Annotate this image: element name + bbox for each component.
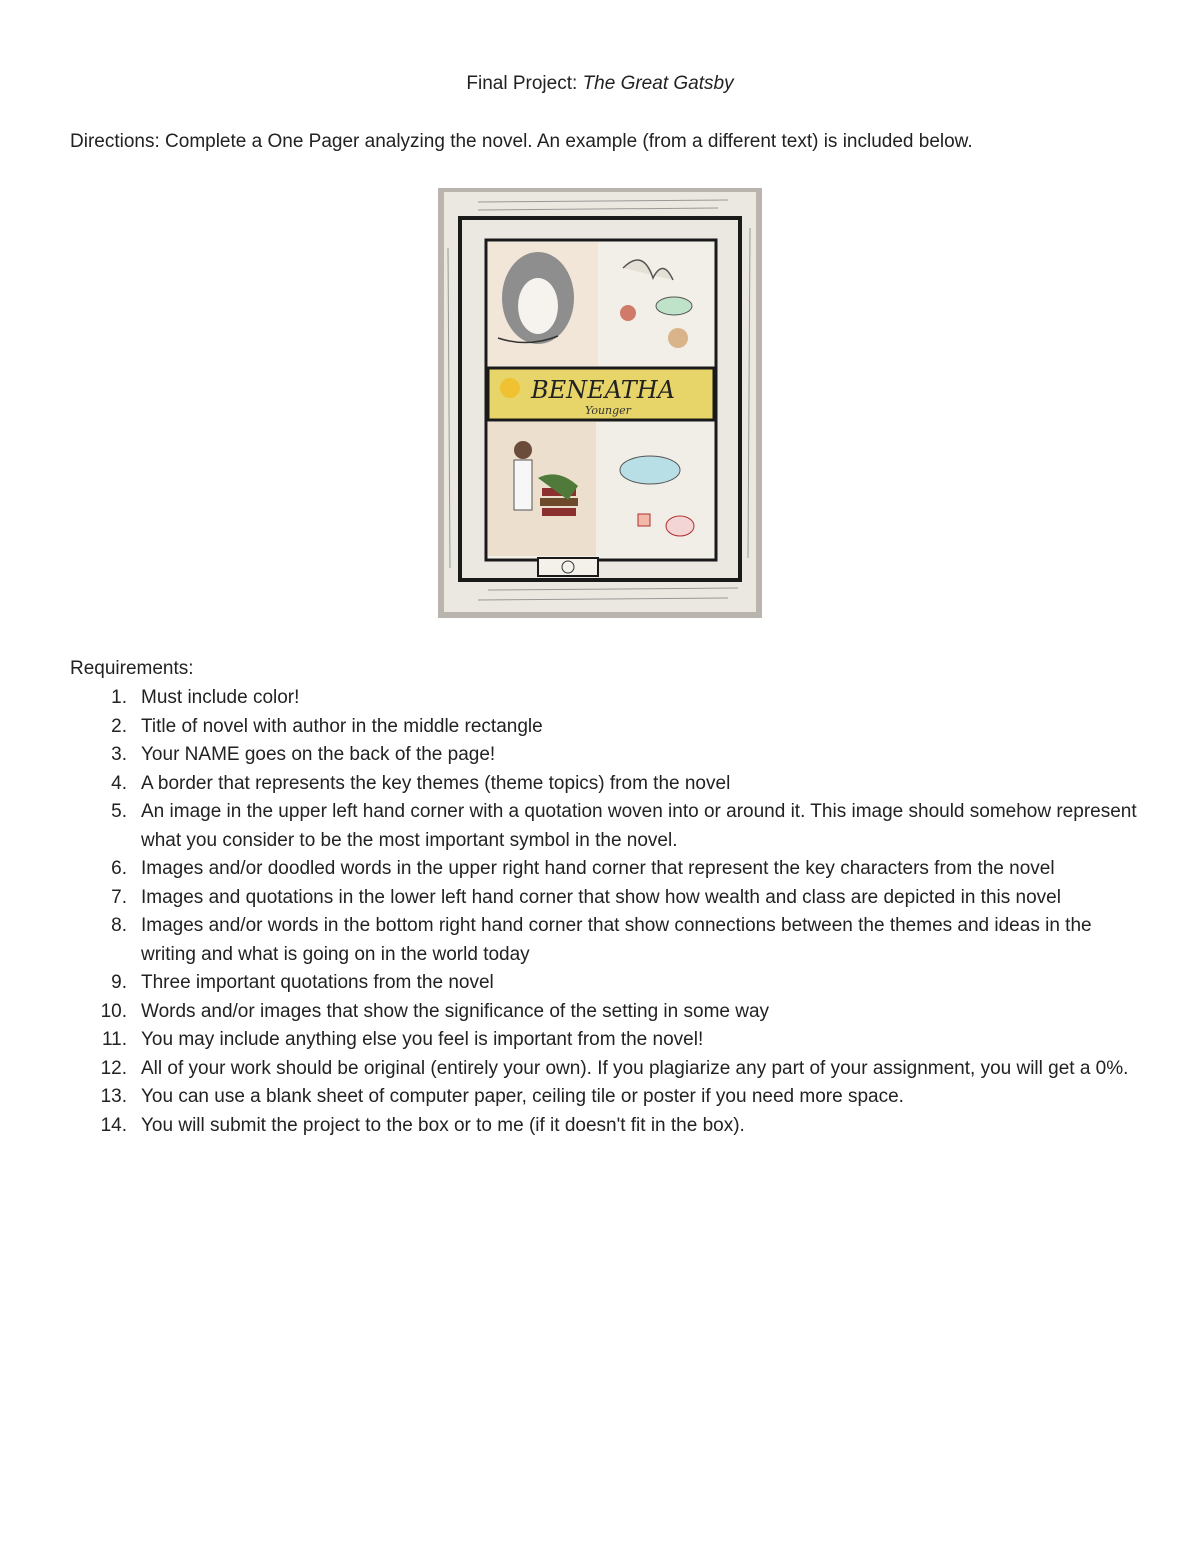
list-item: 12. All of your work should be original (entirely your own). If you plagiarize any part of your assignment, you will get a 0%. [100, 1057, 1129, 1079]
directions-text: Directions: Complete a One Pager analyzing the novel. An example (from a different text) is included below. [70, 131, 973, 152]
list-item: 8. Images and/or words in the bottom right hand corner that show connections between the themes and ideas in the writing and what is going on in the world today [111, 915, 1092, 965]
list-item: 7. Images and quotations in the lower left hand corner that show how wealth and class are depicted in this novel [111, 886, 1061, 908]
list-item: 9. Three important quotations from the novel [111, 972, 494, 993]
list-item: 11. You may include anything else you feel is important from the novel! [101, 1029, 704, 1050]
list-item: 10. Words and/or images that show the significance of the setting in some way [100, 1000, 770, 1022]
list-item: 13. You can use a blank sheet of computer paper, ceiling tile or poster if you need more space. [100, 1086, 904, 1107]
title-novel: The Great Gatsby [582, 73, 734, 94]
example-one-pager-image [438, 188, 762, 618]
list-item: 5. An image in the upper left hand corner with a quotation woven into or around it. This image should somehow represent what you consider to be the most important symbol in the novel. [111, 801, 1137, 851]
banner-subtitle: Younger [585, 404, 631, 417]
list-item: 1. Must include color! [111, 687, 300, 708]
list-item: 3. Your NAME goes on the back of the page! [111, 744, 496, 765]
requirements-heading: Requirements: [70, 658, 194, 679]
list-item: 14. You will submit the project to the box or to me (if it doesn't fit in the box). [100, 1114, 745, 1136]
list-item: 4. A border that represents the key themes (theme topics) from the novel [111, 772, 731, 794]
page-title [0, 72, 1200, 96]
requirements-list [70, 684, 1140, 1140]
list-item: 6. Images and/or doodled words in the upper right hand corner that represent the key characters from the novel [111, 858, 1055, 879]
title-prefix: Final Project: [466, 73, 583, 94]
banner-title: BENEATHA [531, 376, 675, 404]
list-item: 2. Title of novel with author in the middle rectangle [111, 715, 543, 737]
